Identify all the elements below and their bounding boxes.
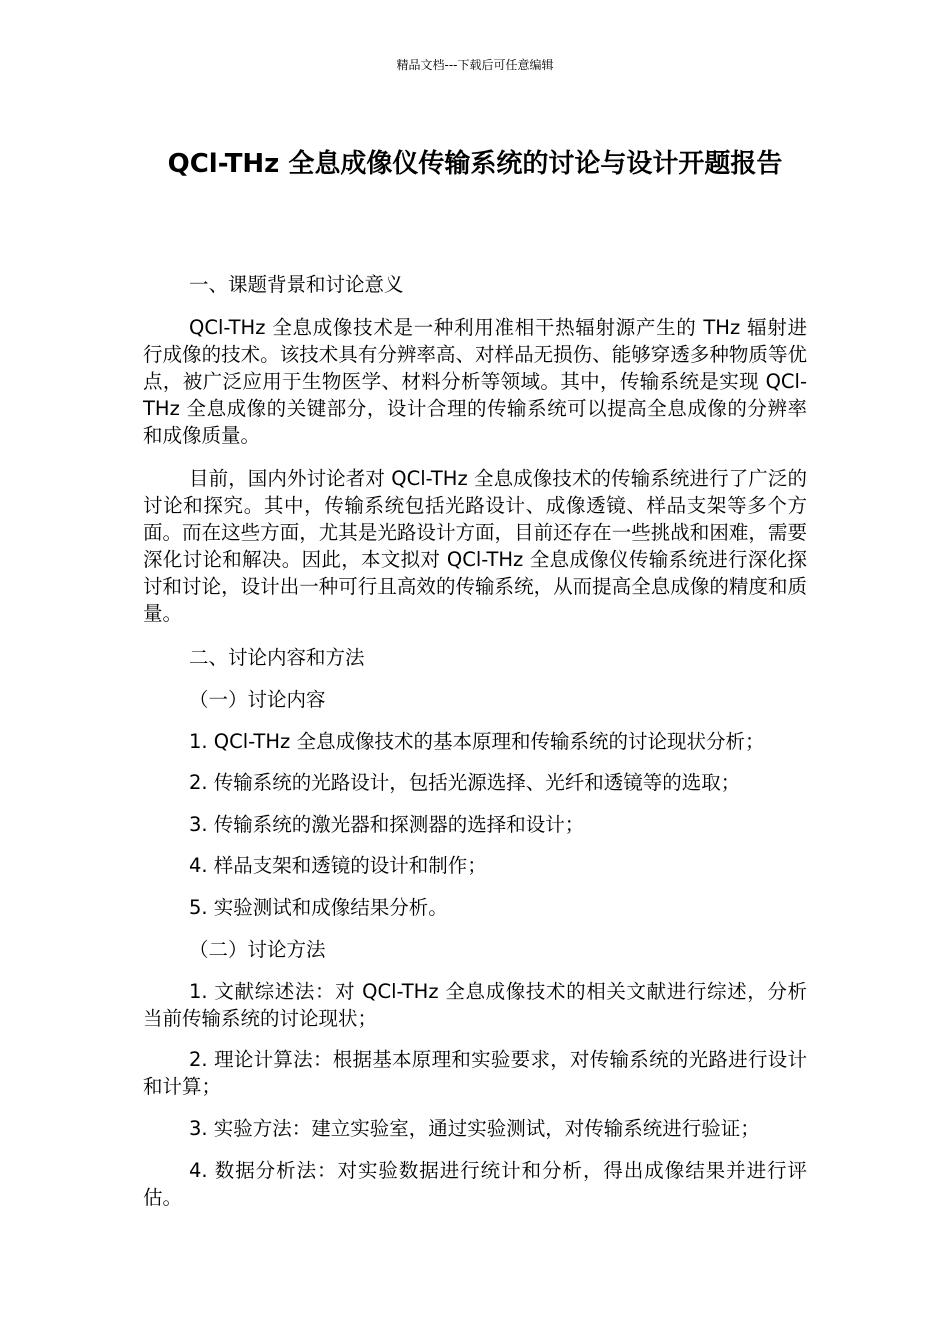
- content-subheading: （一）讨论内容: [189, 688, 326, 711]
- content-item-2: 2. 传输系统的光路设计，包括光源选择、光纤和透镜等的选取；: [189, 771, 741, 794]
- section-1-heading: 一、课题背景和讨论意义: [189, 273, 404, 296]
- page-header: 精品文档---下载后可任意编辑: [396, 58, 554, 72]
- method-item-4: 4. 数据分析法：对实验数据进行统计和分析，得出成像结果并进行评估。: [143, 1159, 807, 1209]
- document-title: QCl-THz 全息成像仪传输系统的讨论与设计开题报告: [167, 149, 783, 179]
- content-item-5: 5. 实验测试和成像结果分析。: [189, 896, 448, 919]
- method-item-2: 2. 理论计算法：根据基本原理和实验要求，对传输系统的光路进行设计和计算；: [143, 1048, 807, 1098]
- content-item-4: 4. 样品支架和透镜的设计和制作；: [189, 854, 487, 877]
- section-1-paragraph-1: QCl-THz 全息成像技术是一种利用准相干热辐射源产生的 THz 辐射进行成像的技术。该技术具有分辨率高、对样品无损伤、能够穿透多种物质等优点，被广泛应用于生物医学、材料分析等领域。其中，传输系统是实现 QCl-THz 全息成像的关键部分，设计合理的传输系统可以提高全息成像的分辨率和成像质量。: [143, 316, 807, 447]
- content-item-3: 3. 传输系统的激光器和探测器的选择和设计；: [189, 813, 585, 836]
- section-1-paragraph-2: 目前，国内外讨论者对 QCl-THz 全息成像技术的传输系统进行了广泛的讨论和探究。其中，传输系统包括光路设计、成像透镜、样品支架等多个方面。而在这些方面，尤其是光路设计方面，目前还存在一些挑战和困难，需要深化讨论和解决。因此，本文拟对 QCl-THz 全息成像仪传输系统进行深化探讨和讨论，设计出一种可行且高效的传输系统，从而提高全息成像的精度和质量。: [143, 467, 807, 625]
- method-item-1: 1. 文献综述法：对 QCl-THz 全息成像技术的相关文献进行综述，分析当前传输系统的讨论现状；: [143, 980, 807, 1030]
- section-2-heading: 二、讨论内容和方法: [189, 646, 365, 669]
- method-item-3: 3. 实验方法：建立实验室，通过实验测试，对传输系统进行验证；: [189, 1117, 760, 1140]
- method-subheading: （二）讨论方法: [189, 938, 326, 961]
- content-item-1: 1. QCl-THz 全息成像技术的基本原理和传输系统的讨论现状分析；: [189, 730, 765, 753]
